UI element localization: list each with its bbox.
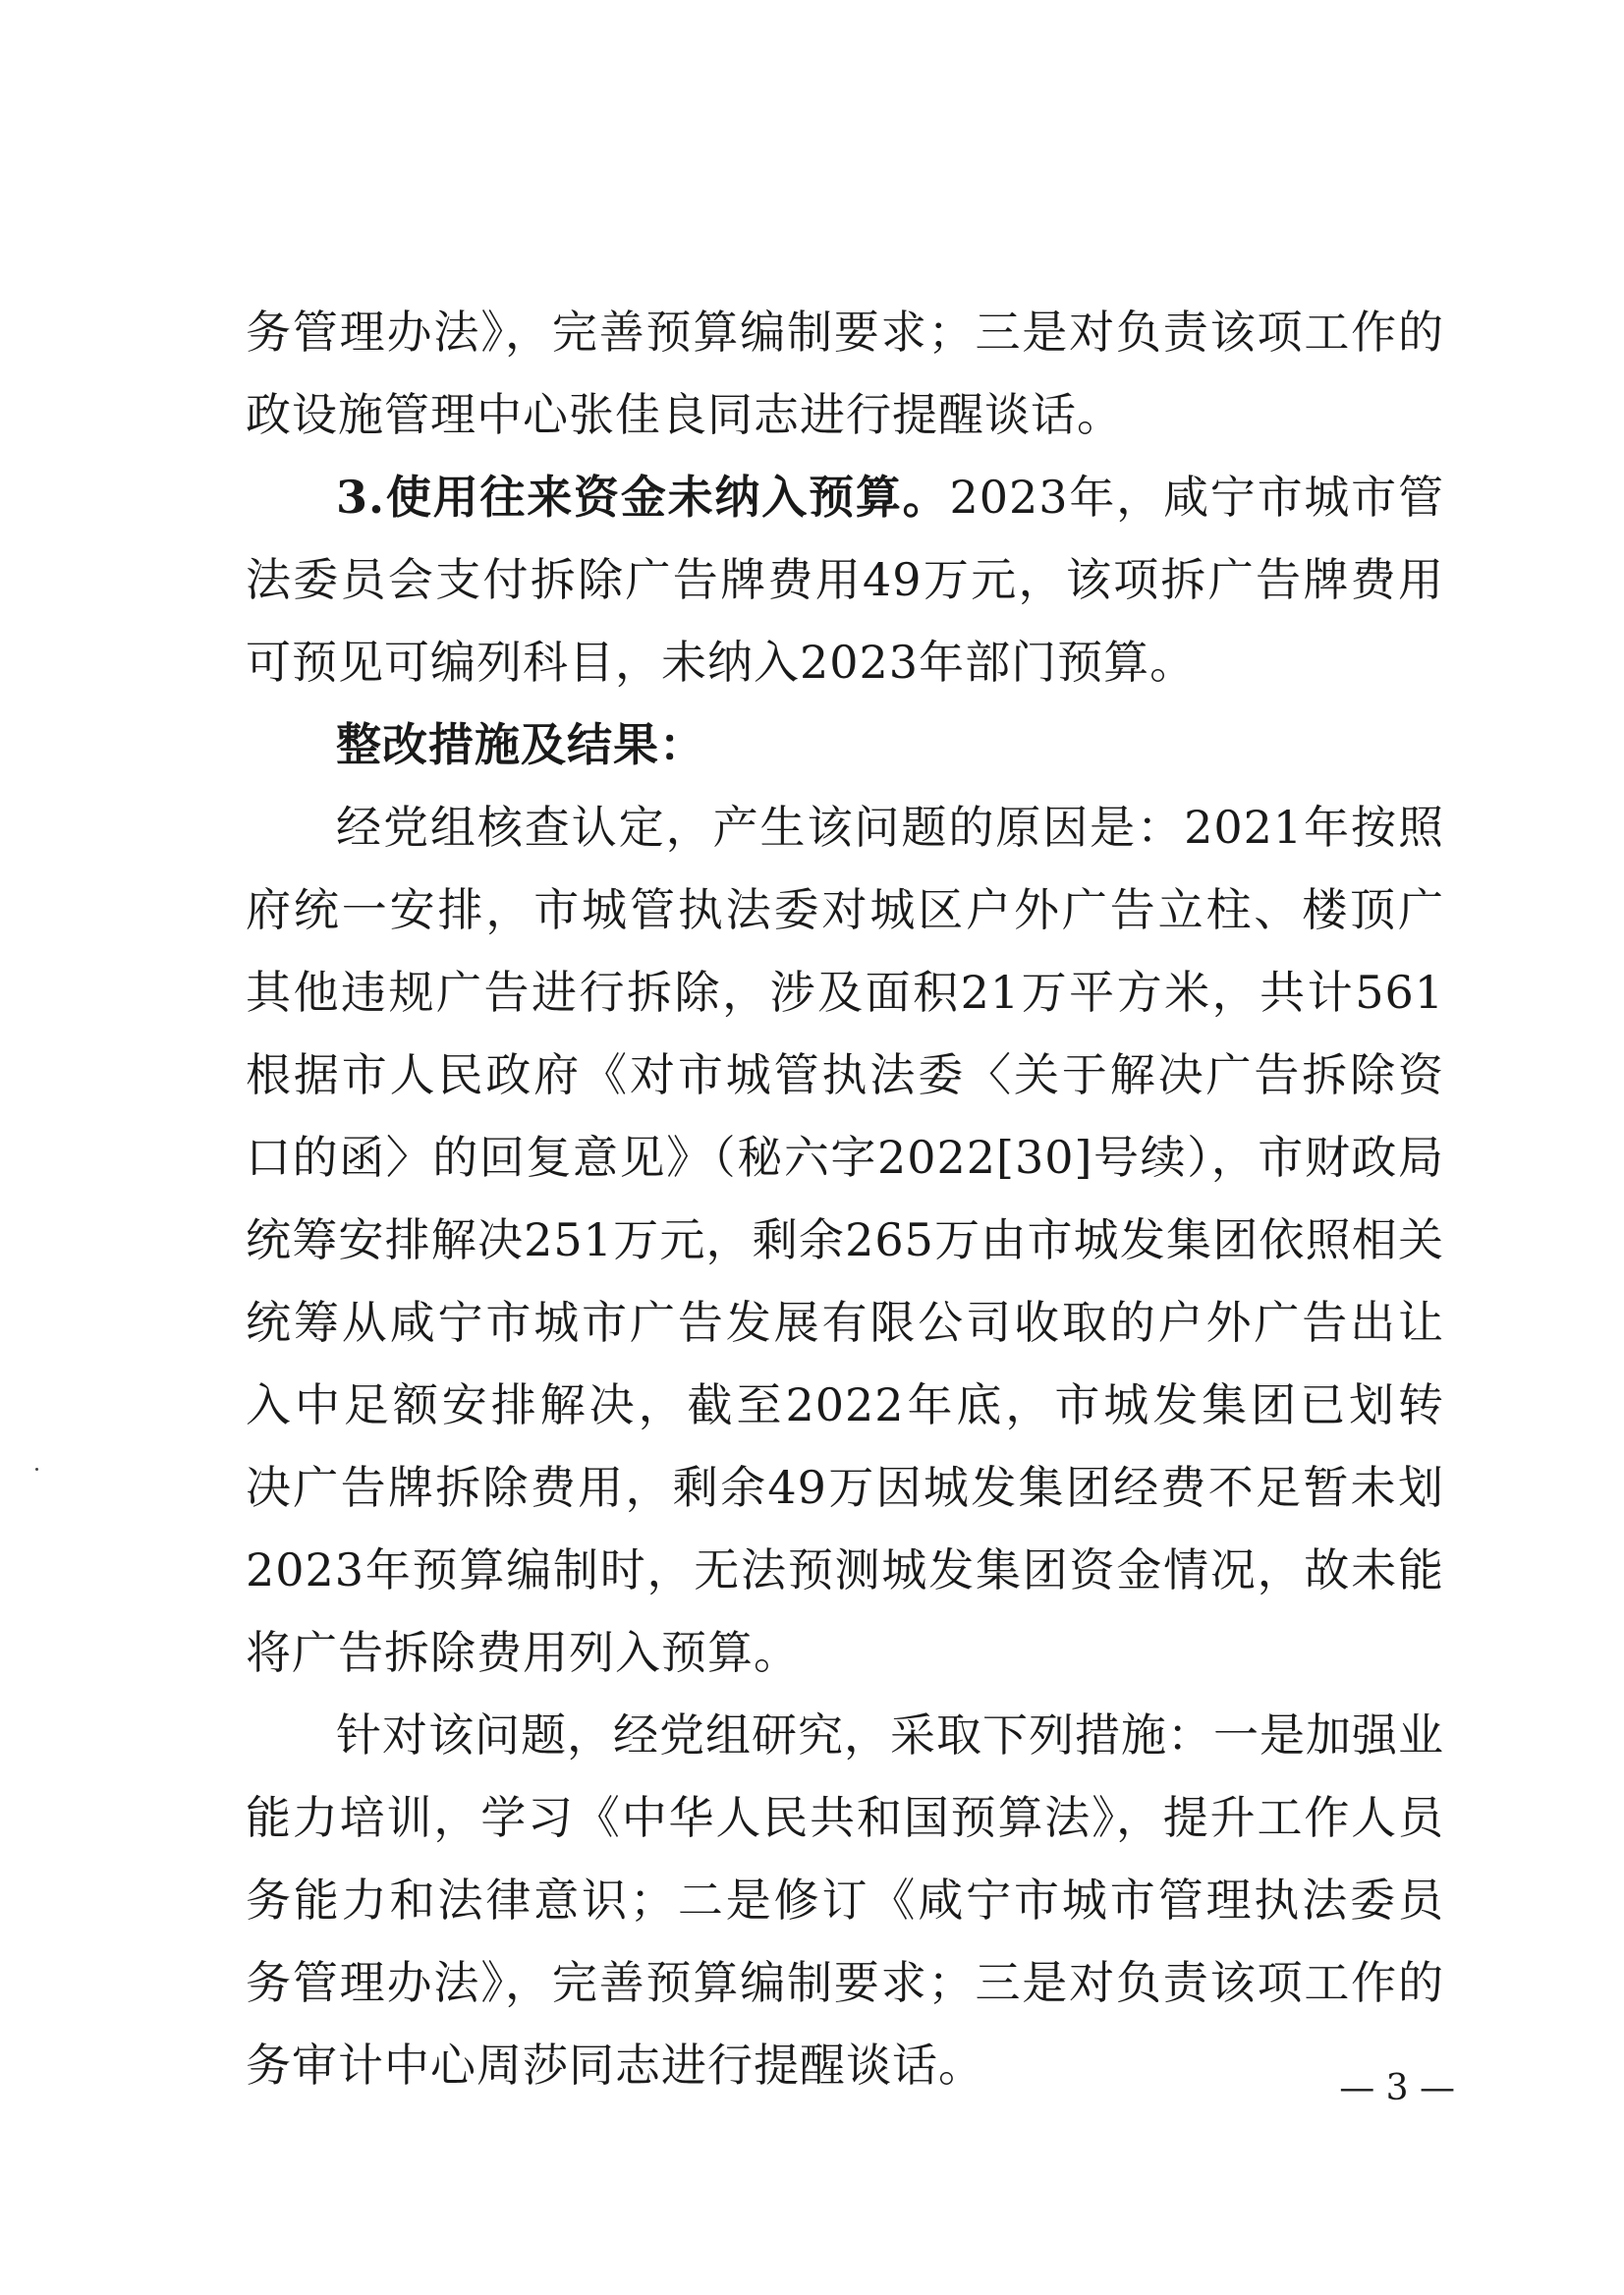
text-line: 务管理办法》，完善预算编制要求；三是对负责该项工作的 xyxy=(246,306,1444,359)
text-line: 口的函〉的回复意见》（秘六字2022[30]号续），市财政局 xyxy=(246,1131,1444,1184)
item-3-text: 2023年，咸宁市城市管 xyxy=(949,471,1444,524)
text-line: 其他违规广告进行拆除，涉及面积21万平方米，共计561 xyxy=(246,966,1444,1019)
text-line: 能力培训，学习《中华人民共和国预算法》，提升工作人员 xyxy=(246,1791,1444,1844)
text-line: 法委员会支付拆除广告牌费用49万元，该项拆广告牌费用 xyxy=(246,553,1444,606)
text-line: 府统一安排，市城管执法委对城区户外广告立柱、楼顶广 xyxy=(246,883,1444,936)
item-3-paragraph-start xyxy=(246,456,1444,538)
text-line: 入中足额安排解决，截至2022年底，市城发集团已划转 xyxy=(246,1378,1444,1431)
text-line: 可预见可编列科目，未纳入2023年部门预算。 xyxy=(246,636,1197,689)
text-line: 统筹安排解决251万元，剩余265万由市城发集团依照相关 xyxy=(246,1213,1444,1266)
text-line: 务审计中心周莎同志进行提醒谈话。 xyxy=(246,2039,984,2092)
page-number: — 3 — xyxy=(1339,2068,1455,2108)
item-3-heading: 3.使用往来资金未纳入预算。 xyxy=(336,471,950,524)
text-line: 将广告拆除费用列入预算。 xyxy=(246,1626,800,1679)
text-line: 决广告牌拆除费用，剩余49万因城发集团经费不足暂未划 xyxy=(246,1461,1444,1514)
text-line: 2023年预算编制时，无法预测城发集团资金情况，故未能 xyxy=(246,1543,1444,1596)
text-line: 务能力和法律意识；二是修订《咸宁市城市管理执法委员 xyxy=(246,1874,1444,1927)
document-body xyxy=(246,291,1444,2106)
text-line: 政设施管理中心张佳良同志进行提醒谈话。 xyxy=(246,388,1123,441)
text-line: 根据市人民政府《对市城管执法委〈关于解决广告拆除资 xyxy=(246,1048,1444,1101)
section-heading: 整改措施及结果： xyxy=(336,718,705,771)
text-line: 务管理办法》，完善预算编制要求；三是对负责该项工作的 xyxy=(246,1956,1444,2009)
text-line: 经党组核查认定，产生该问题的原因是：2021年按照 xyxy=(336,801,1444,854)
text-line: 统筹从咸宁市城市广告发展有限公司收取的户外广告出让 xyxy=(246,1296,1444,1349)
text-line: 针对该问题，经党组研究，采取下列措施：一是加强业 xyxy=(336,1708,1444,1762)
scan-speck xyxy=(35,1468,38,1471)
